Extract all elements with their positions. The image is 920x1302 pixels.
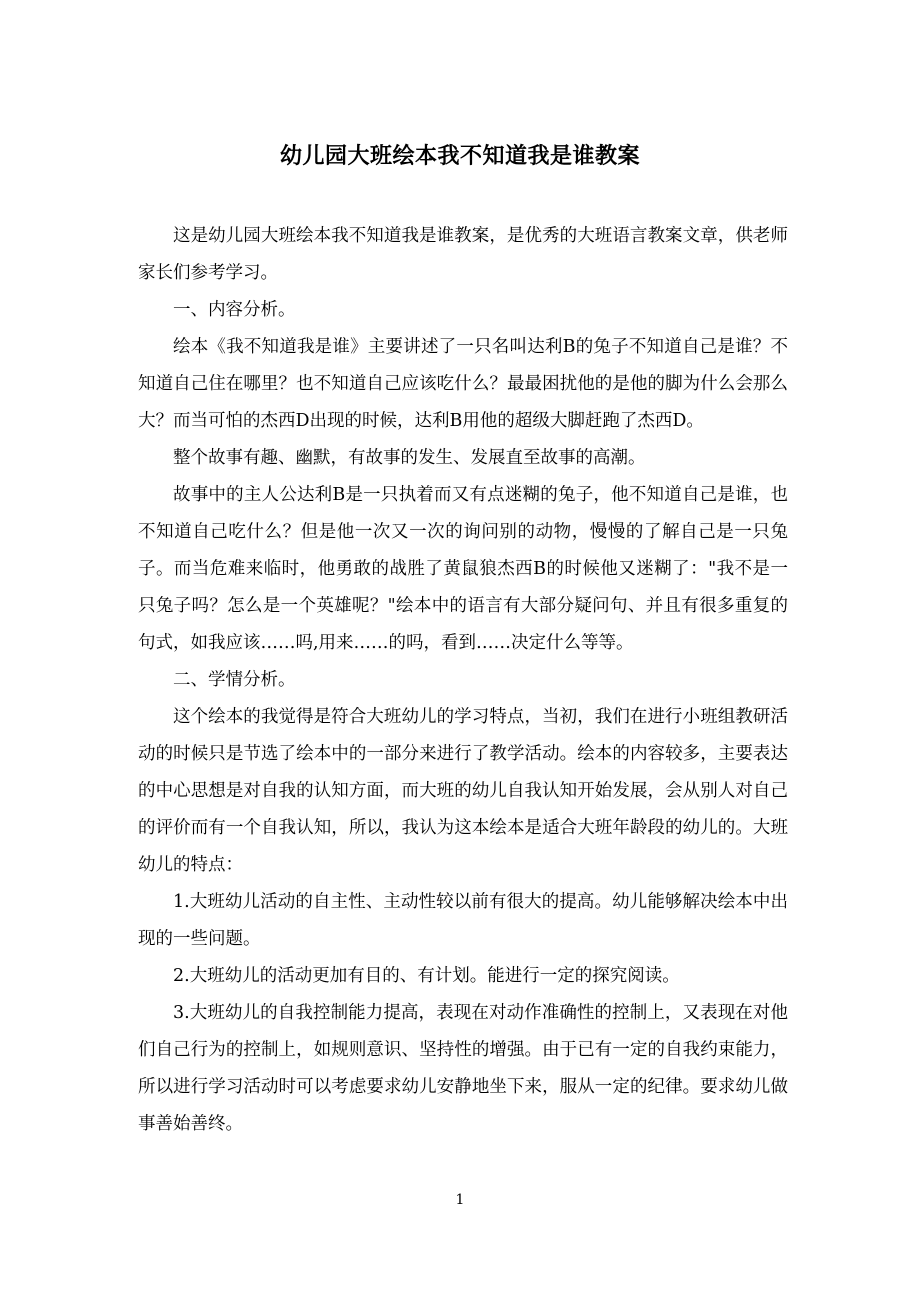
paragraph-intro: 这是幼儿园大班绘本我不知道我是谁教案，是优秀的大班语言教案文章，供老师家长们参考学习。 <box>138 226 788 283</box>
list-item-feature-2: 2.大班幼儿的活动更加有目的、有计划。能进行一定的探究阅读。 <box>173 966 680 986</box>
paragraph-protagonist: 故事中的主人公达利B是一只执着而又有点迷糊的兔子，他不知道自己是谁，也不知道自己吃什么？但是他一次又一次的询问别的动物，慢慢的了解自己是一只兔子。而当危难来临时，他勇敢的战胜了黄鼠狼杰西B的时候他又迷糊了："我不是一只兔子吗？怎么是一个英雄呢？"绘本中的语言有大部分疑问句、并且有很多重复的句式，如我应该……吗,用来……的吗，看到……决定什么等等。 <box>138 485 788 653</box>
section-heading-content-analysis: 一、内容分析。 <box>173 300 296 320</box>
paragraph-learner-analysis: 这个绘本的我觉得是符合大班幼儿的学习特点，当初，我们在进行小班组教研活动的时候只是节选了绘本中的一部分来进行了教学活动。绘本的内容较多，主要表达的中心思想是对自我的认知方面，而大班的幼儿自我认知开始发展，会从别人对自己的评价而有一个自我认知，所以，我认为这本绘本是适合大班年龄段的幼儿的。大班幼儿的特点： <box>138 707 788 875</box>
page-number: 1 <box>455 1192 465 1208</box>
list-item-feature-1: 1.大班幼儿活动的自主性、主动性较以前有很大的提高。幼儿能够解决绘本中出现的一些问题。 <box>138 892 788 949</box>
list-item-feature-3: 3.大班幼儿的自我控制能力提高，表现在对动作准确性的控制上，又表现在对他们自己行为的控制上，如规则意识、坚持性的增强。由于已有一定的自我约束能力，所以进行学习活动时可以考虑要求幼儿安静地坐下来，服从一定的纪律。要求幼儿做事善始善终。 <box>138 1003 788 1134</box>
document-title: 幼儿园大班绘本我不知道我是谁教案 <box>279 143 640 169</box>
paragraph-story-tone: 整个故事有趣、幽默，有故事的发生、发展直至故事的高潮。 <box>173 448 646 468</box>
document-body <box>138 218 788 1143</box>
paragraph-story-summary: 绘本《我不知道我是谁》主要讲述了一只名叫达利B的兔子不知道自己是谁？不知道自己住在哪里？也不知道自己应该吃什么？最最困扰他的是他的脚为什么会那么大？而当可怕的杰西D出现的时候，达利B用他的超级大脚赶跑了杰西D。 <box>138 337 788 431</box>
section-heading-learner-analysis: 二、学情分析。 <box>173 670 296 690</box>
